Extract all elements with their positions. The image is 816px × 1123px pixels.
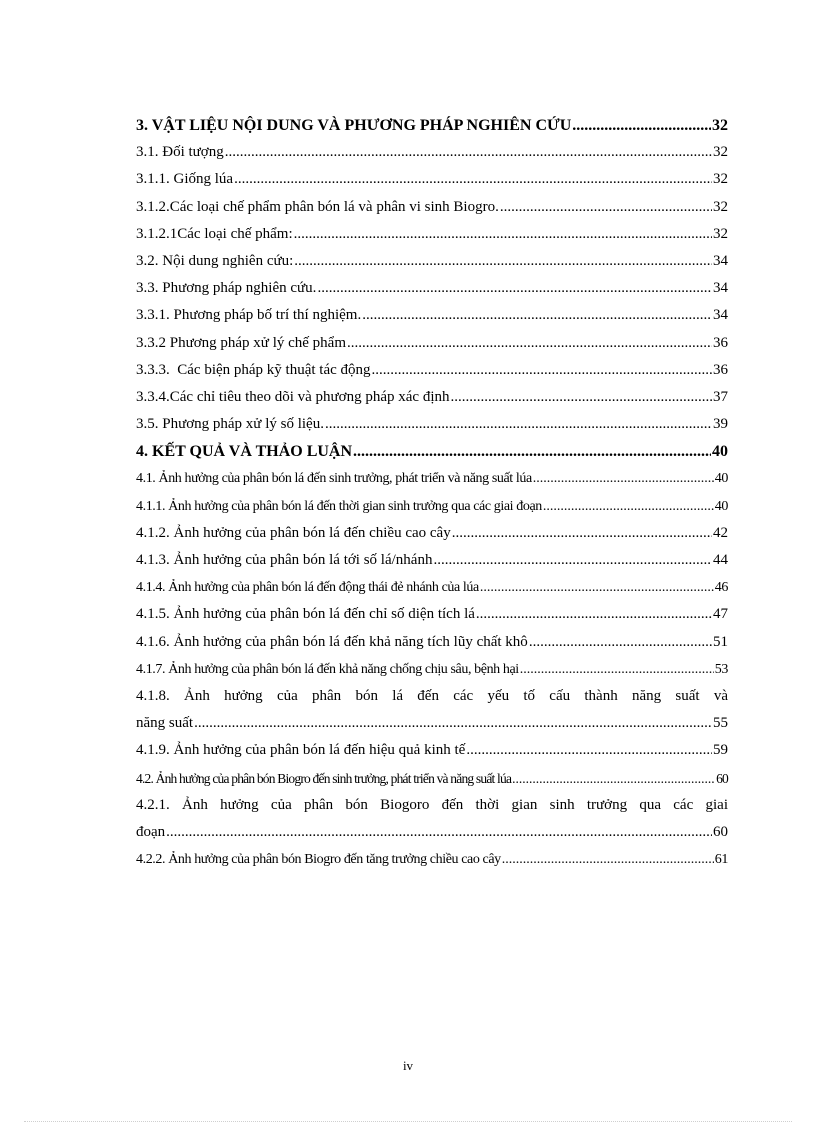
toc-leader-dots	[166, 819, 712, 846]
toc-entry-4-2[interactable]	[136, 765, 728, 792]
toc-entry-page: 32	[713, 144, 728, 161]
toc-entry-page: 55	[713, 715, 728, 732]
toc-leader-dots	[480, 574, 714, 601]
toc-entry-page: 59	[713, 742, 728, 759]
toc-leader-dots	[294, 221, 712, 248]
toc-leader-dots	[225, 139, 712, 166]
toc-entry-title: 4.1.4. Ảnh hưởng của phân bón lá đến động thái đẻ nhánh của lúa	[136, 580, 479, 596]
table-of-contents	[136, 112, 728, 873]
toc-leader-dots	[529, 629, 712, 656]
toc-leader-dots	[572, 112, 711, 139]
toc-entry-4-2-1-line2[interactable]	[136, 819, 728, 846]
toc-entry-page: 51	[713, 633, 728, 650]
toc-entry-title: 4.1.6. Ảnh hưởng của phân bón lá đến khả năng tích lũy chất khô	[136, 633, 528, 650]
toc-entry-title: 3.3.3. Các biện pháp kỹ thuật tác động	[136, 361, 371, 378]
toc-entry-3[interactable]	[136, 112, 728, 139]
toc-entry-title: 4. KẾT QUẢ VÀ THẢO LUẬN	[136, 443, 353, 461]
toc-entry-4-1-8-line1[interactable]: 4.1.8. Ảnh hưởng của phân bón lá đến các yếu tố cấu thành năng suất và	[136, 687, 728, 704]
toc-entry-title: 3.1.2.Các loại chế phẩm phân bón lá và phân vi sinh Biogro.	[136, 198, 499, 215]
toc-leader-dots	[452, 520, 712, 547]
toc-entry-3-3-3[interactable]	[136, 357, 728, 384]
toc-leader-dots	[194, 710, 712, 737]
toc-entry-title: năng suất	[136, 715, 194, 732]
toc-entry-3-1-2-1[interactable]	[136, 221, 728, 248]
toc-leader-dots	[543, 493, 714, 520]
toc-leader-dots	[451, 384, 713, 411]
toc-leader-dots	[353, 438, 711, 465]
toc-entry-4-1-4[interactable]	[136, 574, 728, 601]
toc-entry-3-3-1[interactable]	[136, 302, 728, 329]
toc-entry-page: 32	[713, 171, 728, 188]
toc-entry-page: 37	[713, 388, 728, 405]
toc-entry-title: 4.1.2. Ảnh hưởng của phân bón lá đến chiều cao cây	[136, 524, 451, 541]
toc-entry-4-2-1-line1[interactable]: 4.2.1. Ảnh hưởng của phân bón Biogoro đến thời gian sinh trưởng qua các giai	[136, 796, 728, 813]
toc-entry-4-1-5[interactable]	[136, 601, 728, 628]
toc-entry-title: 4.1.3. Ảnh hưởng của phân bón lá tới số lá/nhánh	[136, 552, 433, 568]
toc-leader-dots	[317, 275, 712, 302]
toc-entry-title: 4.1.5. Ảnh hưởng của phân bón lá đến chỉ số diện tích lá	[136, 606, 475, 623]
toc-entry-3-5[interactable]	[136, 411, 728, 438]
toc-entry-page: 47	[713, 606, 728, 623]
toc-entry-title: 3.2. Nội dung nghiên cứu:	[136, 252, 294, 269]
toc-entry-4[interactable]	[136, 438, 728, 465]
toc-entry-title: 3.5. Phương pháp xử lý số liệu.	[136, 416, 324, 433]
toc-entry-page: 32	[713, 225, 728, 242]
toc-entry-title: 3.3.2 Phương pháp xử lý chế phẩm	[136, 334, 346, 351]
toc-leader-dots	[362, 302, 712, 329]
toc-entry-page: 61	[714, 852, 728, 868]
toc-entry-4-2-2[interactable]	[136, 846, 728, 873]
toc-entry-page: 34	[713, 280, 728, 297]
toc-entry-title: 3.3.4.Các chỉ tiêu theo dõi và phương pháp xác định	[136, 388, 450, 405]
toc-entry-page: 36	[713, 334, 728, 351]
toc-entry-title: 4.2.2. Ảnh hưởng của phân bón Biogro đến tăng trưởng chiều cao cây	[136, 852, 501, 868]
toc-entry-page: 44	[713, 552, 728, 568]
toc-entry-page: 60	[716, 770, 728, 786]
toc-entry-3-3[interactable]	[136, 275, 728, 302]
toc-leader-dots	[433, 547, 712, 574]
toc-entry-4-1-7[interactable]	[136, 656, 728, 683]
toc-entry-title: 3.1.1. Giống lúa	[136, 171, 234, 188]
toc-entry-title: 3.3. Phương pháp nghiên cứu.	[136, 280, 317, 297]
toc-entry-title: 4.1. Ảnh hưởng của phân bón lá đến sinh trưởng, phát triển và năng suất lúa	[136, 471, 532, 487]
toc-leader-dots	[347, 330, 712, 357]
toc-entry-page: 32	[712, 117, 728, 134]
toc-leader-dots	[466, 737, 712, 764]
toc-entry-4-1-8-line2[interactable]	[136, 710, 728, 737]
toc-entry-page: 34	[713, 252, 728, 269]
toc-entry-3-1-1[interactable]	[136, 166, 728, 193]
toc-entry-4-1-6[interactable]	[136, 629, 728, 656]
toc-entry-page: 34	[713, 307, 728, 324]
toc-leader-dots	[372, 357, 712, 384]
toc-entry-title: 4.1.7. Ảnh hưởng của phân bón lá đến khả năng chống chịu sâu, bệnh hại	[136, 661, 519, 677]
toc-entry-page: 32	[713, 198, 728, 215]
toc-leader-dots	[502, 846, 714, 873]
page-number: iv	[402, 1058, 414, 1073]
toc-entry-title: đoạn	[136, 823, 166, 840]
toc-entry-3-3-2[interactable]	[136, 330, 728, 357]
toc-entry-4-1-1[interactable]	[136, 493, 728, 520]
page-bottom-divider	[24, 1121, 792, 1122]
toc-leader-dots	[500, 194, 712, 221]
toc-leader-dots	[520, 656, 714, 683]
toc-entry-4-1-9[interactable]	[136, 737, 728, 764]
toc-entry-title: 3.1.2.1Các loại chế phẩm:	[136, 225, 293, 242]
toc-leader-dots	[533, 465, 714, 492]
toc-entry-3-1-2[interactable]	[136, 194, 728, 221]
toc-entry-title: 4.1.9. Ảnh hưởng của phân bón lá đến hiệu quả kinh tế	[136, 742, 466, 759]
toc-entry-page: 36	[713, 361, 728, 378]
toc-leader-dots	[294, 248, 712, 275]
toc-entry-4-1-3[interactable]	[136, 547, 728, 574]
toc-entry-title: 3.3.1. Phương pháp bố trí thí nghiệm.	[136, 307, 362, 324]
toc-entry-4-1-2[interactable]	[136, 520, 728, 547]
toc-leader-dots	[476, 601, 712, 628]
toc-entry-title: 3. VẬT LIỆU NỘI DUNG VÀ PHƯƠNG PHÁP NGHIÊN CỨU	[136, 117, 572, 134]
toc-entry-3-2[interactable]	[136, 248, 728, 275]
toc-leader-dots	[512, 765, 715, 792]
toc-entry-page: 60	[713, 823, 728, 840]
toc-leader-dots	[325, 411, 712, 438]
toc-entry-page: 40	[714, 498, 728, 514]
toc-entry-4-1[interactable]	[136, 465, 728, 492]
toc-entry-title: 4.2. Ảnh hưởng của phân bón Biogro đến sinh trưởng, phát triển và năng suất lúa	[136, 770, 512, 786]
toc-entry-page: 40	[714, 471, 728, 487]
toc-entry-page: 40	[712, 443, 728, 461]
toc-entry-title: 4.1.1. Ảnh hưởng của phân bón lá đến thời gian sinh trưởng qua các giai đoạn	[136, 498, 542, 514]
toc-leader-dots	[234, 166, 712, 193]
toc-entry-page: 53	[714, 661, 728, 677]
toc-entry-3-3-4[interactable]	[136, 384, 728, 411]
toc-entry-page: 46	[714, 580, 728, 596]
toc-entry-3-1[interactable]	[136, 139, 728, 166]
toc-entry-title: 3.1. Đối tượng	[136, 144, 224, 161]
toc-entry-page: 39	[713, 416, 728, 433]
toc-entry-page: 42	[713, 524, 728, 541]
